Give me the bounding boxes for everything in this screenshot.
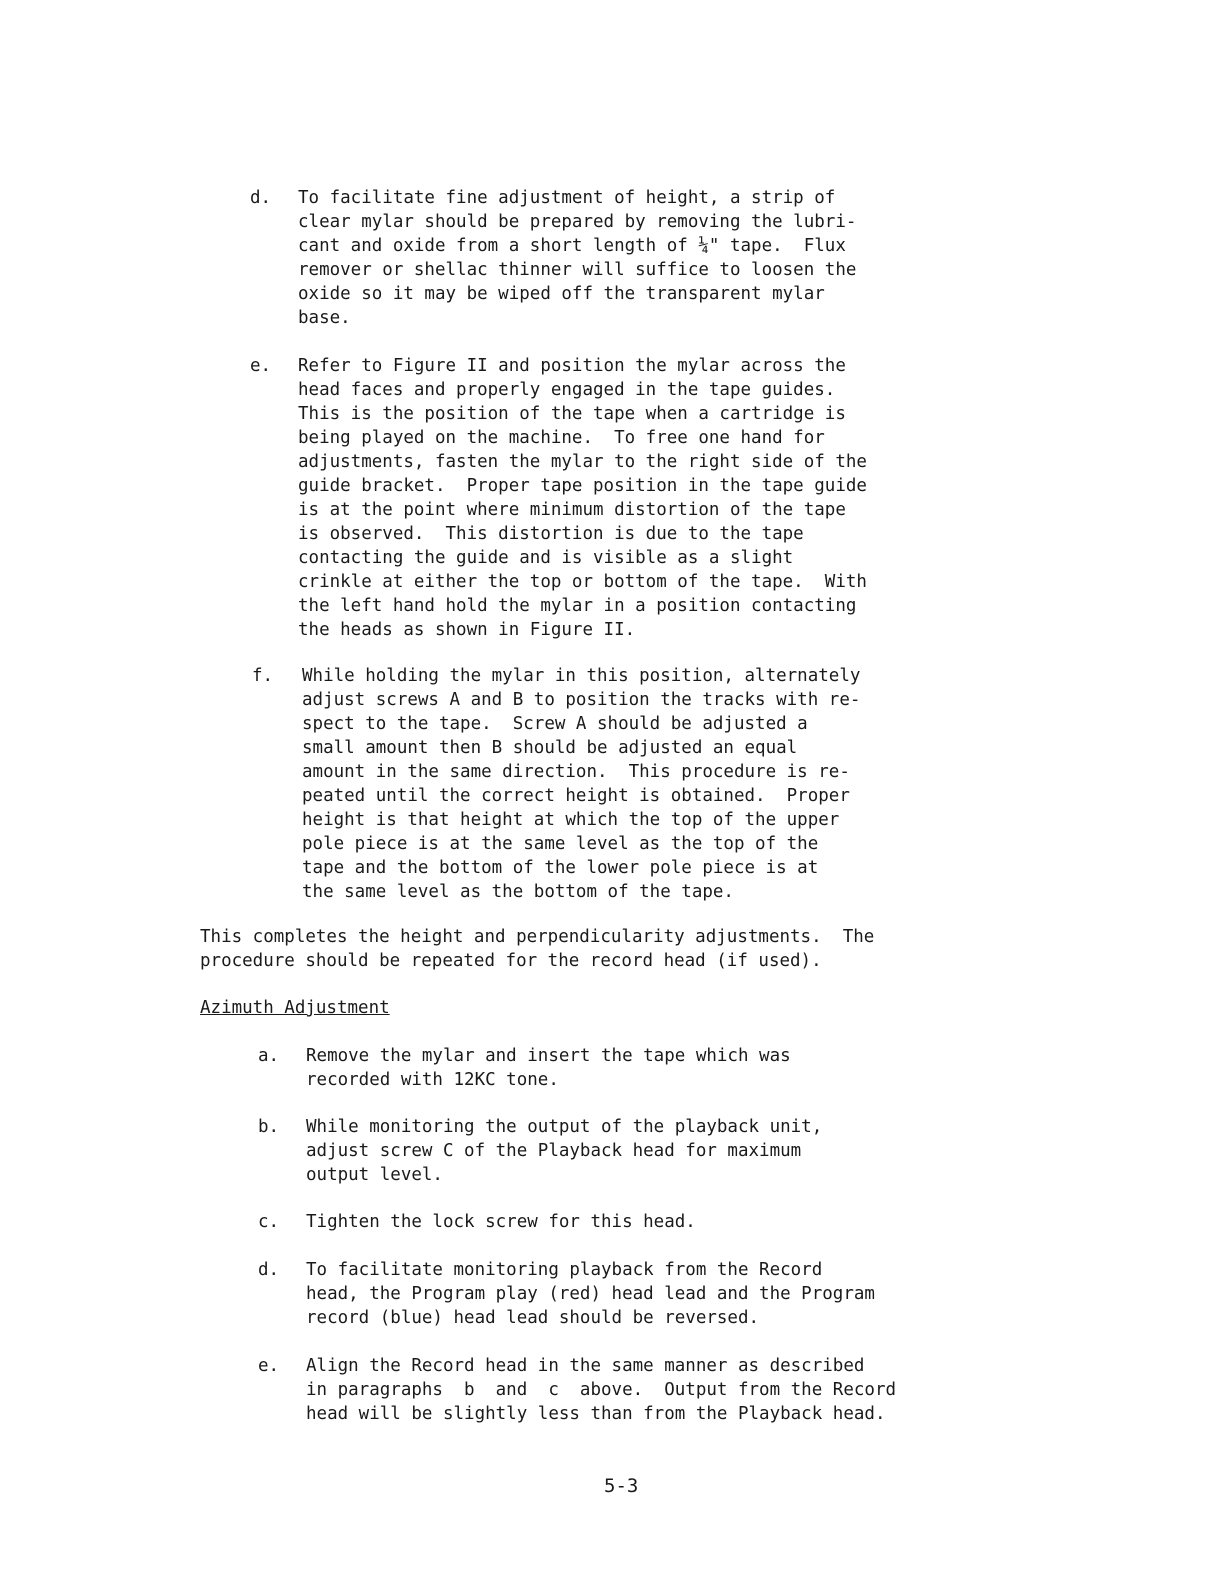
item-letter: f.: [252, 666, 274, 686]
text-line: pole piece is at the same level as the top of the: [302, 834, 819, 854]
text-line: adjust screws A and B to position the tracks with re-: [302, 690, 861, 710]
text-line: oxide so it may be wiped off the transparent mylar: [298, 284, 825, 304]
text-line: To facilitate fine adjustment of height, a strip of: [298, 188, 836, 208]
text-line: Tighten the lock screw for this head.: [306, 1212, 696, 1232]
text-line: Refer to Figure II and position the mylar across the: [298, 356, 846, 376]
item-letter: b.: [258, 1117, 280, 1137]
page-number: 5-3: [604, 1475, 639, 1497]
text-line: This completes the height and perpendicularity adjustments. The: [200, 927, 875, 947]
text-line: peated until the correct height is obtained. Proper: [302, 786, 850, 806]
text-line: adjustments, fasten the mylar to the right side of the: [298, 452, 867, 472]
text-line: tape and the bottom of the lower pole piece is at: [302, 858, 819, 878]
text-line: remover or shellac thinner will suffice to loosen the: [298, 260, 857, 280]
text-line: crinkle at either the top or bottom of the tape. With: [298, 572, 867, 592]
text-line: contacting the guide and is visible as a slight: [298, 548, 794, 568]
section-heading-azimuth: Azimuth Adjustment: [200, 998, 390, 1018]
item-letter: a.: [258, 1046, 280, 1066]
item-letter: e.: [258, 1356, 280, 1376]
text-line: is at the point where minimum distortion of the tape: [298, 500, 846, 520]
text-line: procedure should be repeated for the record head (if used).: [200, 951, 822, 971]
text-line: in paragraphs b and c above. Output from the Record: [306, 1380, 897, 1400]
text-line: is observed. This distortion is due to the tape: [298, 524, 804, 544]
completion-paragraph: [200, 925, 874, 973]
text-line: head will be slightly less than from the Playback head.: [306, 1404, 886, 1424]
text-line: height is that height at which the top of the upper: [302, 810, 840, 830]
text-line: amount in the same direction. This procedure is re-: [302, 762, 850, 782]
text-line: clear mylar should be prepared by removing the lubri-: [298, 212, 857, 232]
text-line: Remove the mylar and insert the tape which was: [306, 1046, 791, 1066]
item-letter: d.: [250, 188, 272, 208]
text-line: To facilitate monitoring playback from the Record: [306, 1260, 823, 1280]
text-line: adjust screw C of the Playback head for maximum: [306, 1141, 802, 1161]
text-line: spect to the tape. Screw A should be adjusted a: [302, 714, 808, 734]
text-line: Align the Record head in the same manner as described: [306, 1356, 865, 1376]
text-line: base.: [298, 308, 351, 328]
text-line: This is the position of the tape when a cartridge is: [298, 404, 846, 424]
item-letter: c.: [258, 1212, 280, 1232]
item-letter: d.: [258, 1260, 280, 1280]
item-letter: e.: [250, 356, 272, 376]
text-line: the left hand hold the mylar in a position contacting: [298, 596, 857, 616]
text-line: record (blue) head lead should be reversed.: [306, 1308, 760, 1328]
text-line: While holding the mylar in this position, alternately: [302, 666, 861, 686]
text-line: While monitoring the output of the playback unit,: [306, 1117, 823, 1137]
text-line: output level.: [306, 1165, 443, 1185]
text-line: being played on the machine. To free one hand for: [298, 428, 825, 448]
text-line: cant and oxide from a short length of ¼" tape. Flux: [298, 236, 846, 256]
text-line: head, the Program play (red) head lead and the Program: [306, 1284, 875, 1304]
text-line: the same level as the bottom of the tape.: [302, 882, 734, 902]
text-line: the heads as shown in Figure II.: [298, 620, 636, 640]
text-line: guide bracket. Proper tape position in the tape guide: [298, 476, 867, 496]
text-line: small amount then B should be adjusted an equal: [302, 738, 798, 758]
text-line: recorded with 12KC tone.: [306, 1070, 559, 1090]
text-line: head faces and properly engaged in the tape guides.: [298, 380, 836, 400]
